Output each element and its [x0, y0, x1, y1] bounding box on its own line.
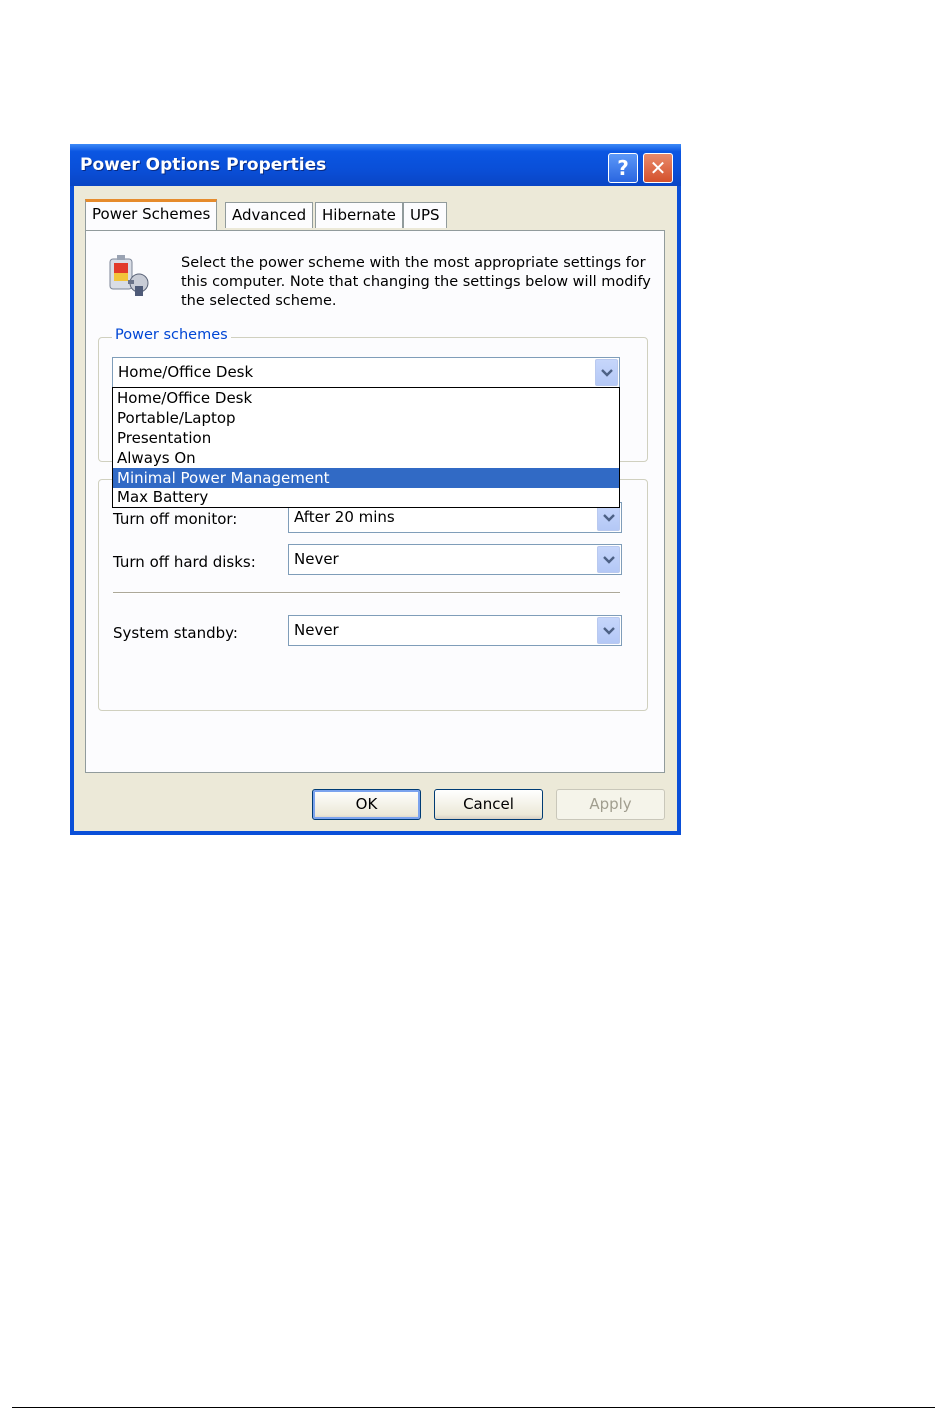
scheme-option[interactable]: Home/Office Desk — [117, 389, 253, 407]
scheme-description: Select the power scheme with the most appropriate settings for this computer. Note that changing the settings below will modify the selected scheme. — [181, 255, 651, 309]
scheme-option[interactable]: Portable/Laptop — [117, 409, 236, 427]
power-scheme-icon — [106, 253, 156, 299]
scheme-option[interactable]: Presentation — [117, 429, 212, 447]
close-button[interactable]: ✕ — [643, 153, 673, 183]
chevron-down-icon[interactable] — [597, 617, 620, 644]
apply-button[interactable]: Apply — [556, 789, 665, 820]
settings-divider — [113, 592, 620, 594]
tab-hibernate[interactable]: Hibernate — [315, 202, 403, 228]
ok-button[interactable]: OK — [312, 789, 421, 820]
chevron-down-icon[interactable] — [595, 359, 618, 386]
scheme-option[interactable]: Max Battery — [117, 488, 209, 506]
power-scheme-select[interactable] — [112, 357, 620, 388]
chevron-down-icon[interactable] — [597, 546, 620, 573]
hard-disks-timeout-select[interactable] — [288, 544, 622, 575]
monitor-label: Turn off monitor: — [113, 510, 238, 528]
scheme-option-highlighted[interactable]: Minimal Power Management — [113, 468, 619, 488]
monitor-timeout-value: After 20 mins — [294, 508, 395, 526]
tab-ups[interactable]: UPS — [403, 202, 447, 228]
dialog-body — [74, 186, 677, 831]
page-footer-rule — [12, 1407, 935, 1408]
power-options-window — [70, 144, 681, 835]
cancel-button[interactable]: Cancel — [434, 789, 543, 820]
system-standby-value: Never — [294, 621, 339, 639]
help-button[interactable]: ? — [608, 153, 638, 183]
system-standby-label: System standby: — [113, 624, 238, 642]
chevron-down-icon[interactable] — [597, 504, 620, 531]
hard-disks-label: Turn off hard disks: — [113, 553, 256, 571]
tab-panel — [85, 230, 665, 773]
tab-advanced[interactable]: Advanced — [225, 202, 313, 228]
scheme-option[interactable]: Always On — [117, 449, 196, 467]
system-standby-select[interactable] — [288, 615, 622, 646]
power-scheme-select-value: Home/Office Desk — [118, 363, 254, 381]
power-scheme-dropdown-list — [112, 387, 620, 508]
power-schemes-group-label: Power schemes — [112, 327, 231, 343]
window-title: Power Options Properties — [80, 155, 327, 175]
tab-power-schemes[interactable]: Power Schemes — [85, 199, 217, 230]
hard-disks-timeout-value: Never — [294, 550, 339, 568]
title-bar[interactable] — [70, 144, 681, 186]
